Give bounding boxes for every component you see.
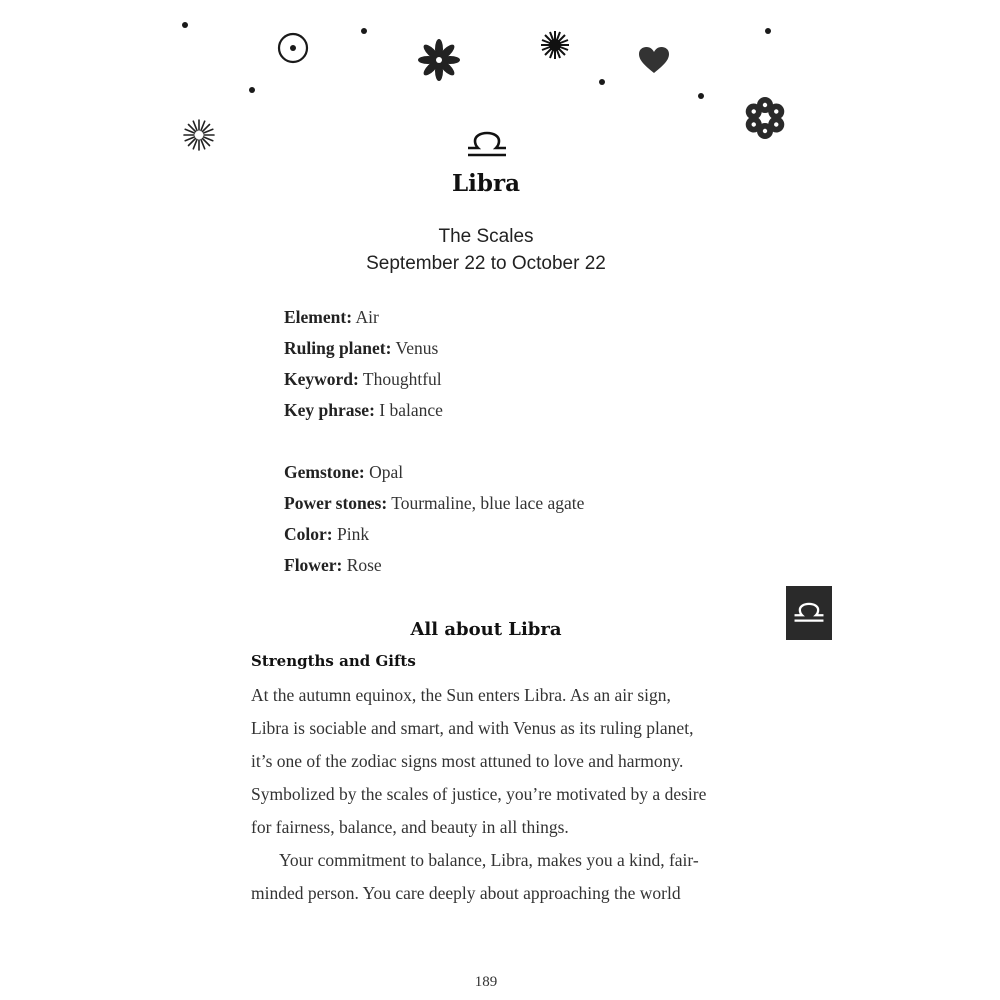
attribute-value: Air [352, 307, 379, 327]
attribute-ruling-planet [284, 338, 438, 359]
attribute-value: Venus [391, 338, 439, 358]
sun-icon [277, 32, 309, 64]
attribute-value: Rose [342, 555, 382, 575]
attribute-key: Flower: [284, 555, 343, 575]
body-line: At the autumn equinox, the Sun enters Libra. As an air sign, [251, 685, 671, 705]
body-line: Libra is sociable and smart, and with Venus as its ruling planet, [251, 718, 694, 738]
body-line: it’s one of the zodiac signs most attuned to love and harmony. [251, 751, 684, 771]
attribute-key: Gemstone: [284, 462, 365, 482]
flower-icon [417, 38, 461, 82]
starburst-icon [540, 30, 570, 60]
attribute-key: Color: [284, 524, 333, 544]
heart-icon [638, 46, 670, 74]
dot-icon [249, 87, 255, 93]
attribute-gemstone [284, 462, 403, 483]
attribute-value: I balance [374, 400, 443, 420]
section-title: All about Libra [410, 619, 562, 640]
sign-dates: September 22 to October 22 [366, 253, 606, 274]
sparkle-icon [182, 118, 216, 152]
page-number: 189 [474, 974, 498, 990]
attribute-keyword [284, 369, 442, 390]
section-subtitle: Strengths and Gifts [251, 652, 416, 670]
libra-glyph-icon [466, 132, 508, 158]
attribute-power-stones [284, 493, 584, 514]
attribute-key: Ruling planet: [284, 338, 392, 358]
dot-icon [599, 79, 605, 85]
attribute-key: Power stones: [284, 493, 388, 513]
attribute-value: Tourmaline, blue lace agate [387, 493, 585, 513]
sign-subtitle: The Scales [438, 226, 534, 247]
attribute-key: Keyword: [284, 369, 359, 389]
body-line: Symbolized by the scales of justice, you’re motivated by a desire [251, 784, 707, 804]
daisy-icon [742, 95, 788, 141]
attribute-flower [284, 555, 382, 576]
page-title: Libra [451, 170, 520, 197]
attribute-color [284, 524, 369, 545]
dot-icon [361, 28, 367, 34]
dot-icon [698, 93, 704, 99]
body-line: Your commitment to balance, Libra, makes you a kind, fair- [279, 850, 699, 870]
attribute-key-phrase [284, 400, 443, 421]
attribute-element [284, 307, 379, 328]
attribute-key: Key phrase: [284, 400, 375, 420]
attribute-key: Element: [284, 307, 353, 327]
attribute-value: Pink [332, 524, 370, 544]
dot-icon [765, 28, 771, 34]
attribute-value: Opal [364, 462, 404, 482]
body-line: for fairness, balance, and beauty in all things. [251, 817, 569, 837]
body-line: minded person. You care deeply about approaching the world [251, 883, 681, 903]
attribute-value: Thoughtful [358, 369, 442, 389]
dot-icon [182, 22, 188, 28]
